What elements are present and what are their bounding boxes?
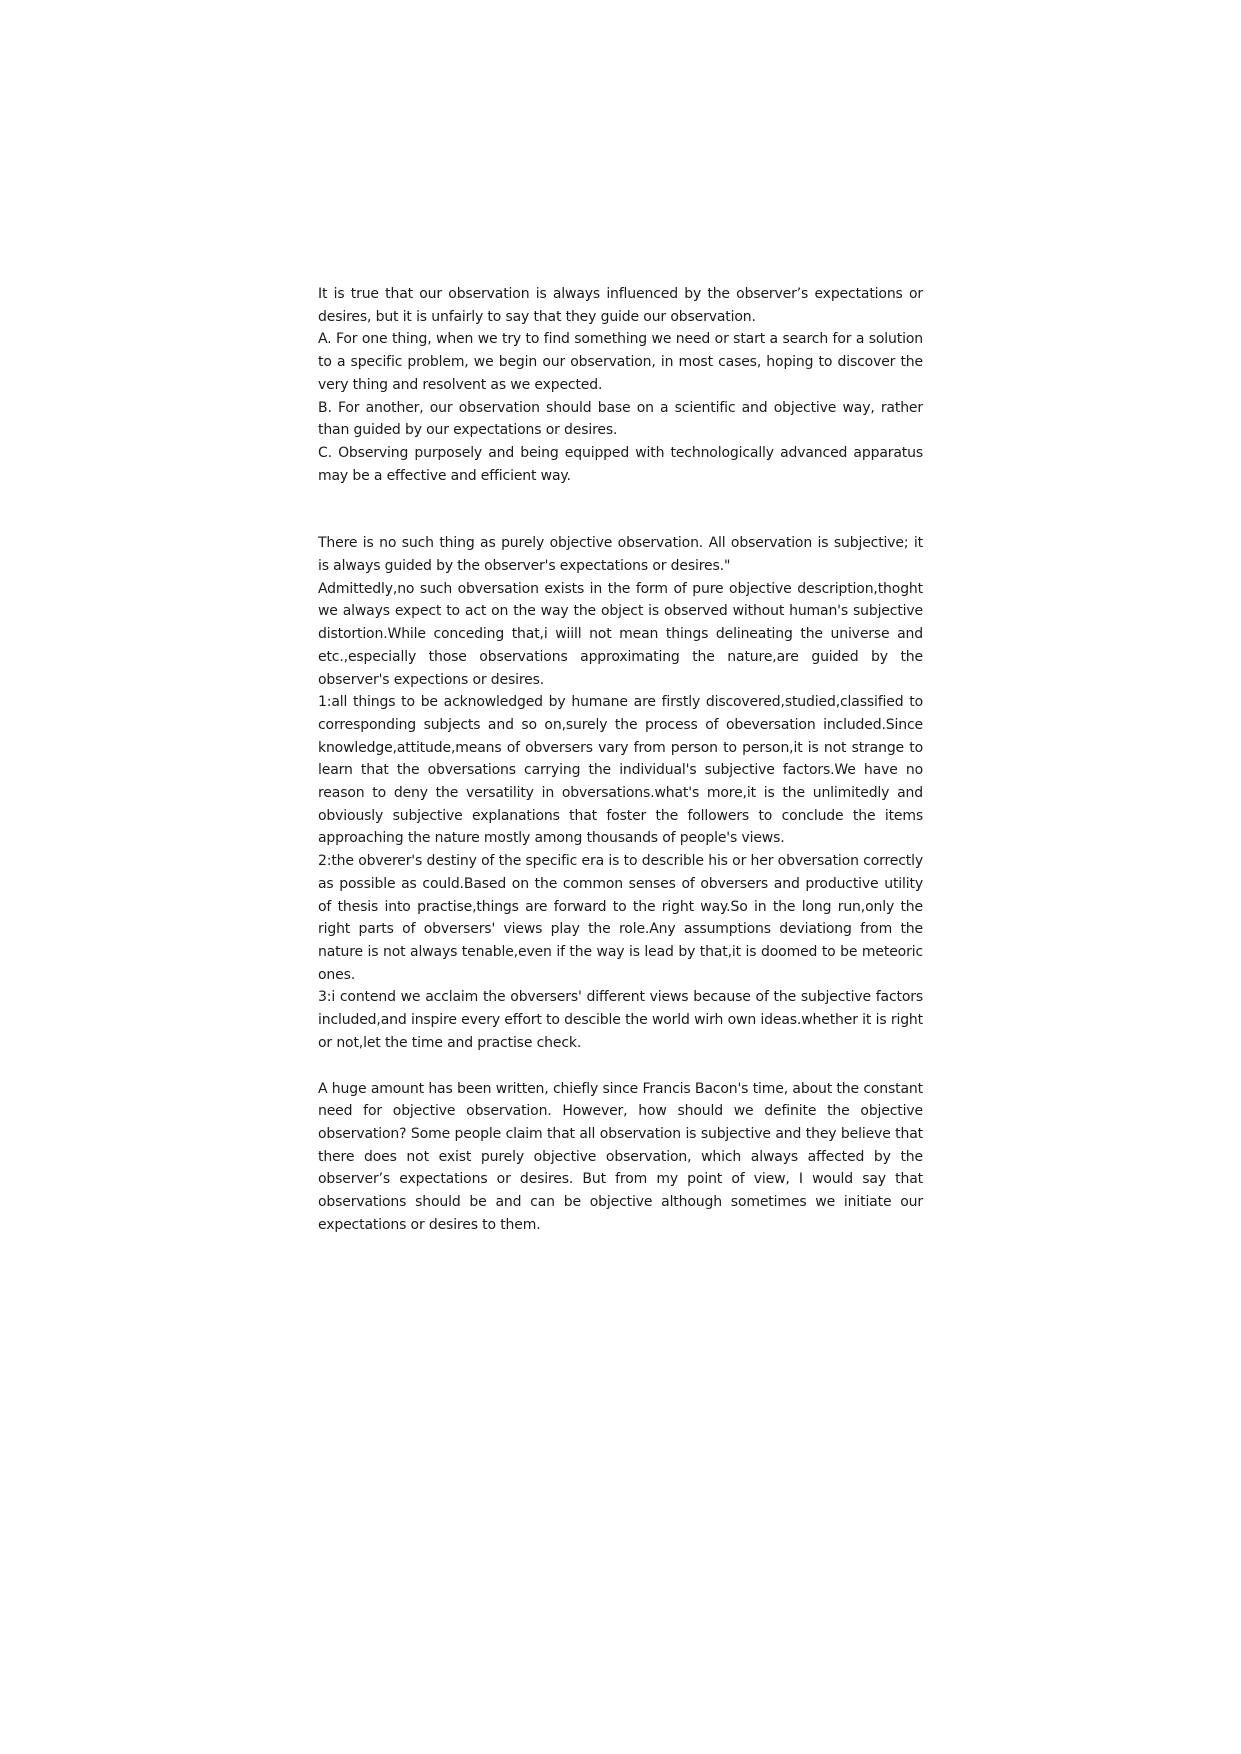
admittedly-paragraph: Admittedly,no such obversation exists in the form of pure objective description,thoght we always expect to act on the way the object is observed without human's subjective distortion.While conceding that,i wiill not mean things delineating the universe and etc.,especially those observations approximating the nature,are guided by the observer's expections or desires. xyxy=(318,580,923,688)
bacon-paragraph: A huge amount has been written, chiefly since Francis Bacon's time, about the constant need for objective observation. However, how should we definite the objective observation? Some people claim that all observation is subjective and they believe that there does not exist purely objective observation, which always affected by the observer’s expectations or desires. But from my point of view, I would say that observations should be and can be objective although sometimes we initiate our expectations or desires to them. xyxy=(318,1080,923,1233)
point-b-paragraph: B. For another, our observation should base on a scientific and objective way, rather than guided by our expectations or desires. xyxy=(318,399,923,439)
essay-section-2 xyxy=(318,532,923,1054)
intro-paragraph: It is true that our observation is always influenced by the observer’s expectations or desires, but it is unfairly to say that they guide our observation. xyxy=(318,286,923,325)
point-3-paragraph: 3:i contend we acclaim the obversers' different views because of the subjective factors included,and inspire every effort to descible the world wirh own ideas.whether it is right or not,let the time and practise check. xyxy=(318,989,923,1051)
quote-paragraph: There is no such thing as purely objective observation. All observation is subjective; it is always guided by the observer's expectations or desires." xyxy=(318,535,923,575)
document-page xyxy=(318,283,923,1236)
point-1-paragraph: 1:all things to be acknowledged by humane are firstly discovered,studied,classified to corresponding subjects and so on,surely the process of obeversation included.Since knowledge,attitude,means of obversers vary from person to person,it is not strange to learn that the obversations carrying the individual's subjective factors.We have no reason to deny the versatility in obversations.what's more,it is the unlimitedly and obviously subjective explanations that foster the followers to conclude the items approaching the nature mostly among thousands of people's views. xyxy=(318,694,923,847)
section-spacer xyxy=(318,1055,923,1078)
essay-section-3 xyxy=(318,1078,923,1237)
point-a-paragraph: A. For one thing, when we try to find something we need or start a search for a solution to a specific problem, we begin our observation, in most cases, hoping to discover the very thing and resolvent as we expected. xyxy=(318,331,923,393)
section-spacer xyxy=(318,487,923,532)
point-2-paragraph: 2:the obverer's destiny of the specific era is to describle his or her obversation correctly as possible as could.Based on the common senses of obversers and productive utility of thesis into practise,things are forward to the right way.So in the long run,only the right parts of obversers' views play the role.Any assumptions deviationg from the nature is not always tenable,even if the way is lead by that,it is doomed to be meteoric ones. xyxy=(318,853,923,983)
essay-section-1 xyxy=(318,283,923,487)
point-c-paragraph: C. Observing purposely and being equipped with technologically advanced apparatus may be a effective and efficient way. xyxy=(318,444,923,484)
